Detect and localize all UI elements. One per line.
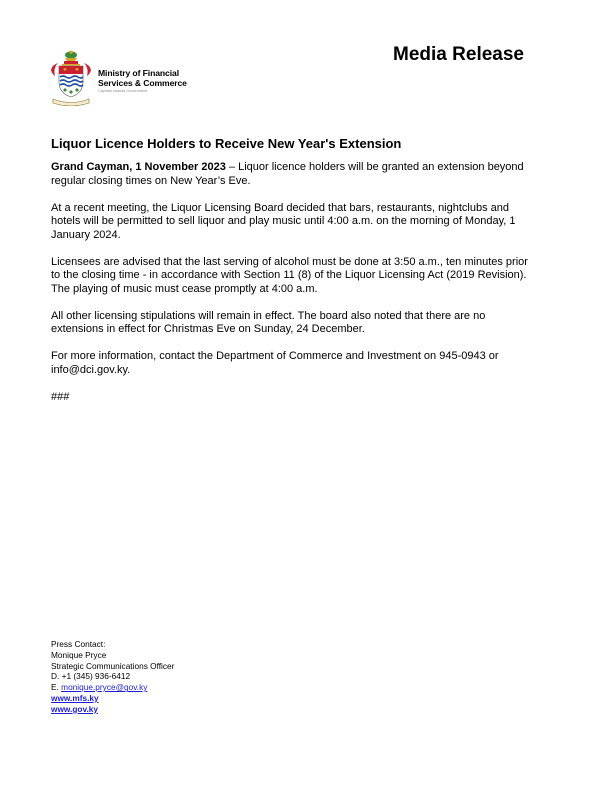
paragraph-stipulations: All other licensing stipulations will remain in effect. The board also noted that there are no extensions in effect for Christmas Eve on Sunday, 24 December. xyxy=(51,309,486,335)
ministry-logo xyxy=(49,50,197,108)
contact-email-link[interactable]: monique.pryce@gov.ky xyxy=(61,682,148,693)
website-link-gov[interactable]: www.gov.ky xyxy=(51,703,99,714)
contact-email-line xyxy=(51,682,174,693)
contact-name: Monique Pryce xyxy=(51,649,107,660)
contact-heading: Press Contact: xyxy=(51,639,106,649)
contact-phone: D. +1 (345) 936-6412 xyxy=(51,671,131,682)
government-text: Cayman Islands Government xyxy=(98,89,148,93)
lead-paragraph xyxy=(51,161,531,188)
contact-role: Strategic Communications Officer xyxy=(51,660,175,671)
paragraph-more-info: For more information, contact the Department of Commerce and Investment on 945-0943 or info@dci.gov.ky. xyxy=(51,350,499,376)
press-contact xyxy=(51,639,174,715)
paragraph-meeting: At a recent meeting, the Liquor Licensing Board decided that bars, restaurants, nightclubs and hotels will be permitted to sell liquor and play music until 4:00 a.m. on the morning of Monday, 1 January 2024. xyxy=(51,201,516,241)
website-link-mfs[interactable]: www.mfs.ky xyxy=(51,692,99,703)
release-body xyxy=(51,161,531,418)
end-mark: ### xyxy=(51,390,70,403)
paragraph-licensees: Licensees are advised that the last serving of alcohol must be done at 3:50 a.m., ten minutes prior to the closing time - in accordance with Section 11 (8) of the Liquor Licensing Act (2019 Revision). The playing of music must cease promptly at 4:00 a.m. xyxy=(51,255,528,295)
dateline: Grand Cayman, 1 November 2023 xyxy=(51,161,226,173)
release-headline: Liquor Licence Holders to Receive New Year's Extension xyxy=(51,136,402,151)
page-title: Media Release xyxy=(393,44,524,65)
lead-text: – Liquor licence holders will be granted an extension beyond regular closing times on New Year’s Eve. xyxy=(51,161,524,187)
contact-email-prefix: E. xyxy=(51,682,62,693)
ministry-name: Ministry of Financial Services & Commerce xyxy=(98,68,187,88)
coat-of-arms-icon xyxy=(49,50,93,106)
